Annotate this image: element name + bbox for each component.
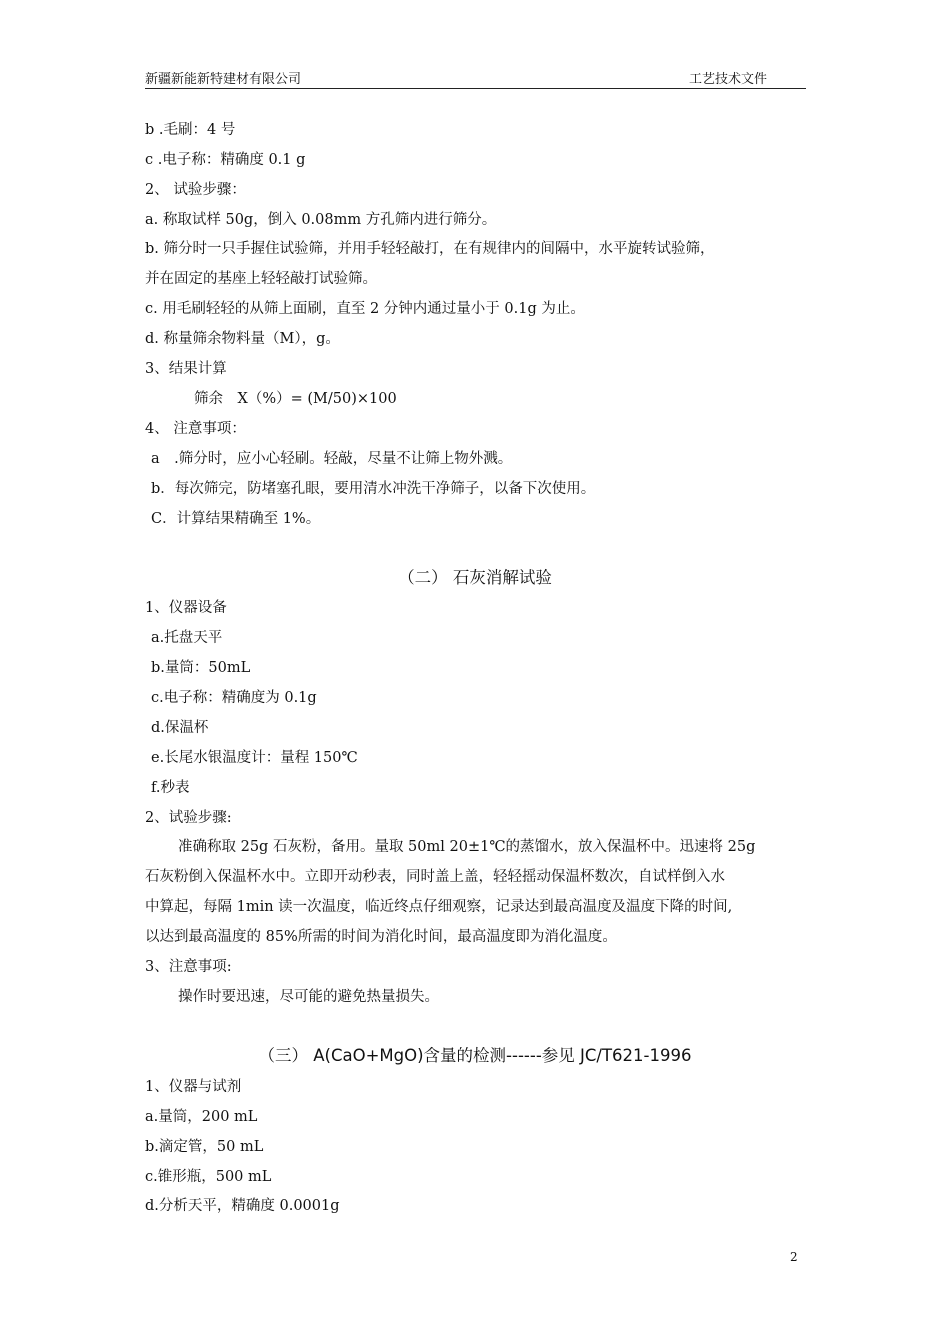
section3-equip-c: c.锥形瓶，500 mL <box>145 1169 272 1185</box>
header-rule <box>145 88 806 89</box>
section2-steps-line3: 中算起，每隔 1min 读一次温度，临近终点仔细观察，记录达到最高温度及温度下降的时间, <box>145 899 733 915</box>
step-a: a. 称取试样 50g，倒入 0.08mm 方孔筛内进行筛分。 <box>145 212 497 228</box>
section3-equip-d: d.分析天平，精确度 0.0001g <box>145 1198 340 1214</box>
page-number: 2 <box>790 1250 798 1264</box>
section2-equip-c: c.电子称：精确度为 0.1g <box>151 690 317 706</box>
section2-equip-title: 1、仪器设备 <box>145 600 227 616</box>
section3-title: （三） A(CaO+MgO)含量的检测------参见 JC/T621-1996 <box>258 1046 692 1065</box>
section2-notes-line1: 操作时要迅速，尽可能的避免热量损失。 <box>178 989 439 1005</box>
step-c: c. 用毛刷轻轻的从筛上面刷，直至 2 分钟内通过量小于 0.1g 为止。 <box>145 301 585 317</box>
section2-steps-title: 2、试验步骤: <box>145 810 232 826</box>
formula: 筛余 X（%）= (M/50)×100 <box>194 391 397 407</box>
steps-title: 2、 试验步骤： <box>145 182 246 198</box>
section2-steps-line2: 石灰粉倒入保温杯水中。立即开动秒表，同时盖上盖，轻轻摇动保温杯数次，自试样倒入水 <box>145 869 725 885</box>
equip-item-b: b .毛刷：4 号 <box>145 122 236 138</box>
section2-steps-line4: 以达到最高温度的 85%所需的时间为消化时间，最高温度即为消化温度。 <box>145 929 617 945</box>
section2-steps-line1: 准确称取 25g 石灰粉，备用。量取 50ml 20±1℃的蒸馏水，放入保温杯中。迅速将 25g <box>178 839 756 855</box>
section3-equip-title: 1、仪器与试剂 <box>145 1079 242 1095</box>
section3-equip-a: a.量筒，200 mL <box>145 1109 258 1125</box>
section2-title: （二） 石灰消解试验 <box>398 568 552 587</box>
section2-equip-d: d.保温杯 <box>151 720 209 736</box>
note-c: C．计算结果精确至 1%。 <box>151 511 321 527</box>
note-a: a .筛分时，应小心轻刷。轻敲，尽量不让筛上物外溅。 <box>151 451 513 467</box>
equip-item-c: c .电子称：精确度 0.1 g <box>145 152 306 168</box>
section2-equip-f: f.秒表 <box>151 780 190 796</box>
section2-notes-title: 3、注意事项: <box>145 959 232 975</box>
step-b-line2: 并在固定的基座上轻轻敲打试验筛。 <box>145 271 377 287</box>
section2-equip-e: e.长尾水银温度计：量程 150℃ <box>151 750 358 766</box>
section3-equip-b: b.滴定管，50 mL <box>145 1139 264 1155</box>
notes-title: 4、 注意事项： <box>145 421 246 437</box>
calc-title: 3、结果计算 <box>145 361 227 377</box>
header-doc-type: 工艺技术文件 <box>688 72 767 87</box>
step-b-line1: b. 筛分时一只手握住试验筛，并用手轻轻敲打，在有规律内的间隔中，水平旋转试验筛， <box>145 241 715 257</box>
step-d: d. 称量筛余物料量（M），g。 <box>145 331 340 347</box>
section2-equip-a: a.托盘天平 <box>151 630 223 646</box>
section2-equip-b: b.量筒：50mL <box>151 660 251 676</box>
note-b: b．每次筛完，防堵塞孔眼，要用清水冲洗干净筛子，以备下次使用。 <box>151 481 596 497</box>
header-company: 新疆新能新特建材有限公司 <box>145 72 302 87</box>
